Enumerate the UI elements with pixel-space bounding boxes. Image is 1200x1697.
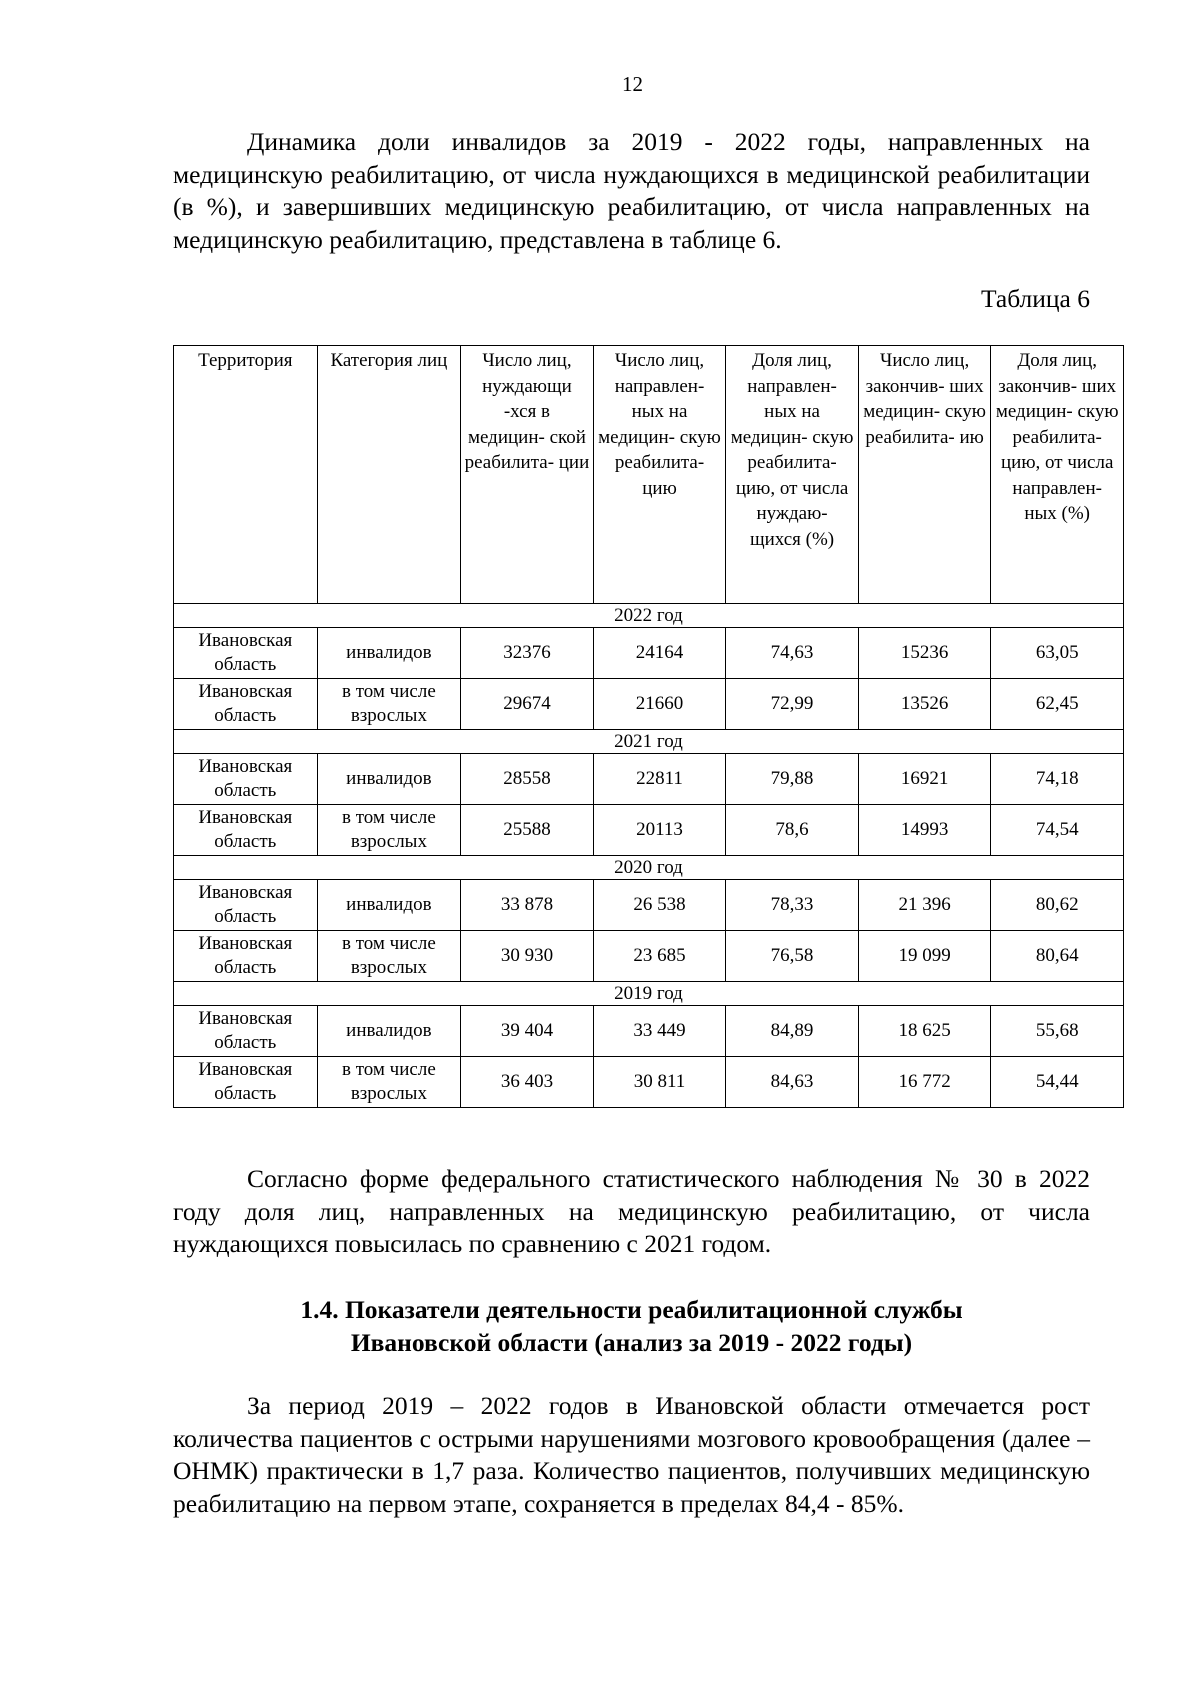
cell-completed-share: 62,45 — [991, 679, 1124, 730]
cell-referred-share: 84,63 — [726, 1057, 859, 1108]
cell-completed-share: 80,64 — [991, 931, 1124, 982]
header-completed-share: Доля лиц, закончив- ших медицин- скую реабилита- цию, от числа направлен- ных (%) — [991, 346, 1124, 604]
cell-needing: 33 878 — [461, 880, 594, 931]
cell-needing: 28558 — [461, 754, 594, 805]
section-heading-line-2: Ивановской области (анализ за 2019 - 2022 годы) — [350, 1328, 913, 1357]
cell-referred: 22811 — [593, 754, 726, 805]
after-table-paragraph: Согласно форме федерального статистического наблюдения № 30 в 2022 году доля лиц, направленных на медицинскую реабилитацию, от числа нуждающихся повысилась по сравнению с 2021 годом. — [173, 1164, 1090, 1258]
cell-needing: 29674 — [461, 679, 594, 730]
cell-referred-share: 76,58 — [726, 931, 859, 982]
section-heading-line-1: 1.4. Показатели деятельности реабилитационной службы — [300, 1295, 963, 1324]
intro-paragraph: Динамика доли инвалидов за 2019 - 2022 годы, направленных на медицинскую реабилитацию, от числа нуждающихся в медицинской реабилитации (в %), и завершивших медицинскую реабилитацию, от числа направленных на медицинскую реабилитацию, представлена в таблице 6. — [173, 127, 1090, 254]
cell-territory: Ивановская область — [174, 628, 318, 679]
table-row — [174, 931, 1124, 982]
cell-needing: 25588 — [461, 805, 594, 856]
cell-completed-share: 80,62 — [991, 880, 1124, 931]
cell-category: в том числе взрослых — [317, 679, 461, 730]
page-number: 12 — [622, 72, 643, 96]
year-label: 2021 год — [174, 730, 1124, 754]
cell-needing: 32376 — [461, 628, 594, 679]
cell-completed: 15236 — [858, 628, 991, 679]
cell-needing: 39 404 — [461, 1006, 594, 1057]
year-row — [174, 856, 1124, 880]
cell-referred: 24164 — [593, 628, 726, 679]
cell-needing: 30 930 — [461, 931, 594, 982]
table-row — [174, 628, 1124, 679]
cell-referred-share: 78,6 — [726, 805, 859, 856]
table-row — [174, 1057, 1124, 1108]
summary-paragraph: За период 2019 – 2022 годов в Ивановской области отмечается рост количества пациентов с острыми нарушениями мозгового кровообращения (далее – ОНМК) практически в 1,7 раза. Количество пациентов, получивших медицинскую реабилитацию на первом этапе, сохраняется в пределах 84,4 - 85%. — [173, 1391, 1090, 1518]
cell-category: инвалидов — [317, 628, 461, 679]
table-body — [174, 604, 1124, 1108]
cell-territory: Ивановская область — [174, 679, 318, 730]
cell-referred: 30 811 — [593, 1057, 726, 1108]
cell-territory: Ивановская область — [174, 754, 318, 805]
table-row — [174, 805, 1124, 856]
year-label: 2020 год — [174, 856, 1124, 880]
cell-referred-share: 84,89 — [726, 1006, 859, 1057]
year-row — [174, 982, 1124, 1006]
table-row — [174, 880, 1124, 931]
cell-referred-share: 74,63 — [726, 628, 859, 679]
header-category: Категория лиц — [317, 346, 461, 604]
cell-category: в том числе взрослых — [317, 1057, 461, 1108]
cell-referred: 26 538 — [593, 880, 726, 931]
header-territory: Территория — [174, 346, 318, 604]
rehabilitation-table — [173, 345, 1124, 1108]
year-label: 2019 год — [174, 982, 1124, 1006]
cell-needing: 36 403 — [461, 1057, 594, 1108]
cell-completed: 16921 — [858, 754, 991, 805]
table-header-row — [174, 346, 1124, 604]
cell-referred: 23 685 — [593, 931, 726, 982]
cell-referred-share: 72,99 — [726, 679, 859, 730]
cell-category: в том числе взрослых — [317, 805, 461, 856]
cell-completed: 18 625 — [858, 1006, 991, 1057]
cell-territory: Ивановская область — [174, 931, 318, 982]
cell-category: в том числе взрослых — [317, 931, 461, 982]
table-row — [174, 679, 1124, 730]
cell-category: инвалидов — [317, 1006, 461, 1057]
cell-territory: Ивановская область — [174, 1006, 318, 1057]
cell-completed-share: 74,54 — [991, 805, 1124, 856]
cell-referred-share: 79,88 — [726, 754, 859, 805]
cell-completed-share: 55,68 — [991, 1006, 1124, 1057]
header-needing-rehab: Число лиц, нуждающи -хся в медицин- ской реабилита- ции — [461, 346, 594, 604]
cell-referred: 20113 — [593, 805, 726, 856]
cell-completed: 16 772 — [858, 1057, 991, 1108]
cell-completed: 19 099 — [858, 931, 991, 982]
year-row — [174, 604, 1124, 628]
cell-referred: 21660 — [593, 679, 726, 730]
table-caption: Таблица 6 — [980, 284, 1090, 313]
cell-completed: 14993 — [858, 805, 991, 856]
cell-territory: Ивановская область — [174, 1057, 318, 1108]
table-row — [174, 754, 1124, 805]
cell-referred-share: 78,33 — [726, 880, 859, 931]
cell-completed-share: 54,44 — [991, 1057, 1124, 1108]
cell-completed-share: 74,18 — [991, 754, 1124, 805]
cell-completed: 21 396 — [858, 880, 991, 931]
cell-territory: Ивановская область — [174, 805, 318, 856]
year-label: 2022 год — [174, 604, 1124, 628]
header-completed-rehab: Число лиц, закончив- ших медицин- скую реабилита- ию — [858, 346, 991, 604]
table-row — [174, 1006, 1124, 1057]
header-referred-share: Доля лиц, направлен- ных на медицин- скую реабилита- цию, от числа нуждаю- щихся (%) — [726, 346, 859, 604]
year-row — [174, 730, 1124, 754]
header-referred-rehab: Число лиц, направлен- ных на медицин- скую реабилита- цию — [593, 346, 726, 604]
cell-referred: 33 449 — [593, 1006, 726, 1057]
cell-category: инвалидов — [317, 880, 461, 931]
cell-completed-share: 63,05 — [991, 628, 1124, 679]
cell-territory: Ивановская область — [174, 880, 318, 931]
cell-completed: 13526 — [858, 679, 991, 730]
cell-category: инвалидов — [317, 754, 461, 805]
section-heading — [173, 1293, 1090, 1359]
